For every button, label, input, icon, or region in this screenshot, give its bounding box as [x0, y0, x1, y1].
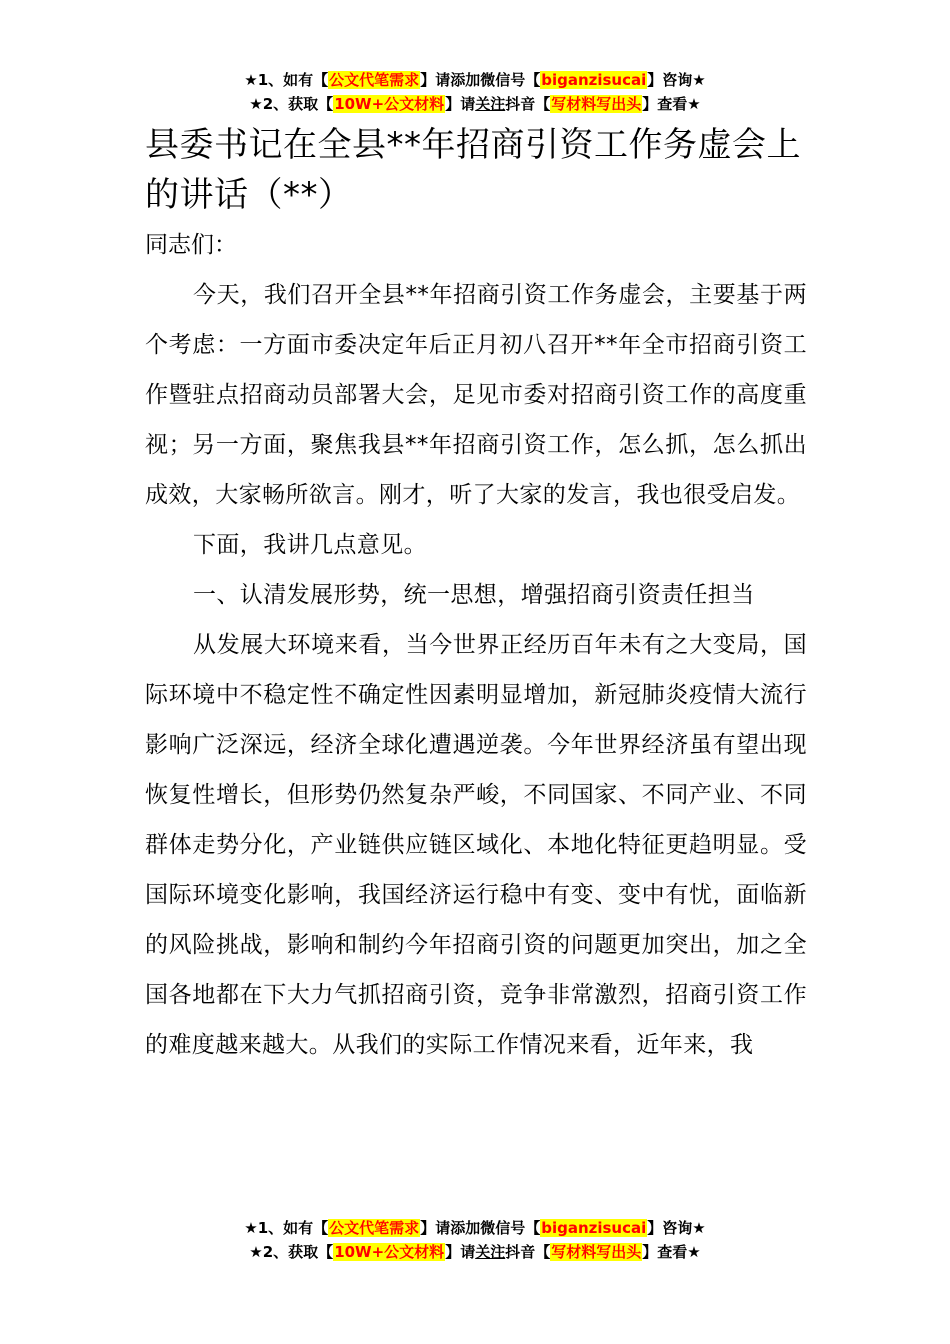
banner-line2-underlined: 关注	[475, 95, 506, 113]
banner-line1-highlight-service: 公文代笔需求	[329, 1219, 420, 1237]
section-heading-1: 一、认清发展形势，统一思想，增强招商引资责任担当	[193, 582, 755, 608]
banner-line2-suffix: 】查看★	[642, 1243, 701, 1261]
banner-line2-middle1: 】请	[445, 1243, 476, 1261]
banner-line2-middle1: 】请	[445, 95, 476, 113]
banner-line1-highlight-wechat: biganzisucai	[541, 71, 647, 89]
salutation: 同志们：	[145, 232, 237, 258]
banner-line2-highlight-douyin: 写材料写出头	[551, 95, 642, 113]
banner-line2-highlight-materials: 10W+公文材料	[334, 1243, 445, 1261]
banner-line1-prefix: ★1、如有【	[244, 71, 329, 89]
banner-line2-prefix: ★2、获取【	[249, 1243, 334, 1261]
banner-line2-highlight-douyin: 写材料写出头	[551, 1243, 642, 1261]
banner-line1-suffix: 】咨询★	[647, 1219, 706, 1237]
banner-line-1	[0, 68, 950, 92]
document-body	[145, 120, 807, 1070]
banner-line1-middle: 】请添加微信号【	[420, 1219, 541, 1237]
banner-line2-suffix: 】查看★	[642, 95, 701, 113]
banner-line-1	[0, 1216, 950, 1240]
banner-line2-middle2: 抖音【	[505, 1243, 551, 1261]
banner-line2-prefix: ★2、获取【	[249, 95, 334, 113]
banner-line1-highlight-service: 公文代笔需求	[329, 71, 420, 89]
banner-line1-suffix: 】咨询★	[647, 71, 706, 89]
paragraph-intro: 今天，我们召开全县**年招商引资工作务虚会，主要基于两个考虑：一方面市委决定年后正月初八召开**年全市招商引资工作暨驻点招商动员部署大会，足见市委对招商引资工作的高度重视；另一方面，聚焦我县**年招商引资工作，怎么抓，怎么抓出成效，大家畅所欲言。刚才，听了大家的发言，我也很受启发。	[145, 282, 807, 508]
top-banner	[0, 68, 950, 116]
banner-line2-highlight-materials: 10W+公文材料	[334, 95, 445, 113]
bottom-banner	[0, 1216, 950, 1264]
banner-line1-highlight-wechat: biganzisucai	[541, 1219, 647, 1237]
banner-line-2	[0, 92, 950, 116]
banner-line1-prefix: ★1、如有【	[244, 1219, 329, 1237]
paragraph-transition: 下面，我讲几点意见。	[193, 532, 427, 558]
banner-line-2	[0, 1240, 950, 1264]
paragraph-section1: 从发展大环境来看，当今世界正经历百年未有之大变局，国际环境中不稳定性不确定性因素明显增加，新冠肺炎疫情大流行影响广泛深远，经济全球化遭遇逆袭。今年世界经济虽有望出现恢复性增长，但形势仍然复杂严峻，不同国家、不同产业、不同群体走势分化，产业链供应链区域化、本地化特征更趋明显。受国际环境变化影响，我国经济运行稳中有变、变中有忧，面临新的风险挑战，影响和制约今年招商引资的问题更加突出，加之全国各地都在下大力气抓招商引资，竞争非常激烈，招商引资工作的难度越来越大。从我们的实际工作情况来看，近年来，我	[145, 632, 807, 1058]
banner-line2-underlined: 关注	[475, 1243, 506, 1261]
document-title: 县委书记在全县**年招商引资工作务虚会上的讲话（**）	[145, 125, 801, 215]
banner-line1-middle: 】请添加微信号【	[420, 71, 541, 89]
banner-line2-middle2: 抖音【	[505, 95, 551, 113]
